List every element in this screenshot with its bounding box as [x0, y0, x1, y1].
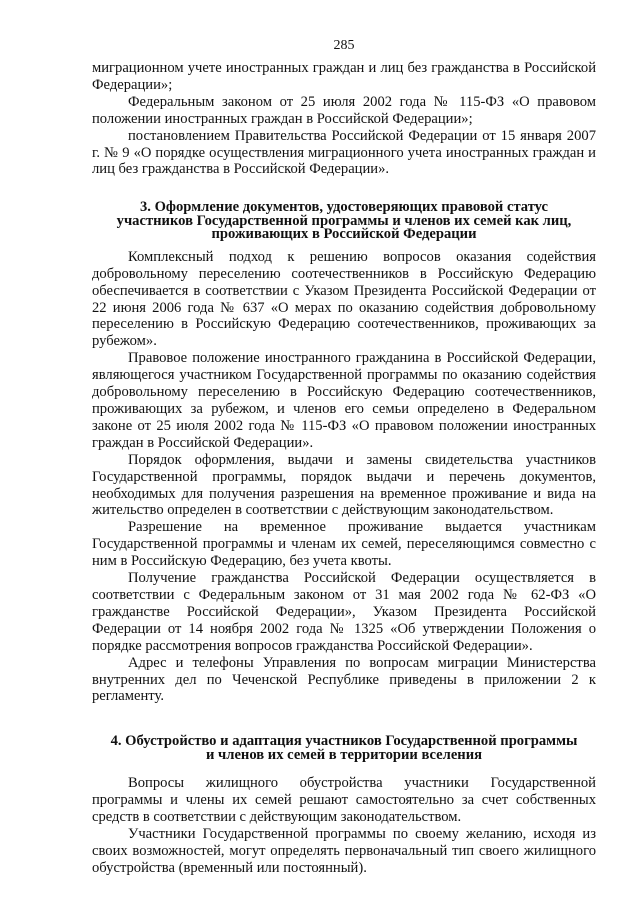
- heading-line: и членов их семей в территории вселения: [205, 746, 483, 763]
- paragraph: Участники Государственной программы по своему желанию, исходя из своих возможностей, могут определять первоначальный тип своего жилищного обустройства (временный или постоянный).: [92, 826, 596, 876]
- paragraph: миграционном учете иностранных граждан и лиц без гражданства в Российской Федерации»;: [92, 60, 596, 93]
- heading-line: 3. Оформление документов, удостоверяющих правовой статус: [139, 199, 549, 216]
- paragraph: Получение гражданства Российской Федерации осуществляется в соответствии с Федеральным законом от 31 мая 2002 года № 62-ФЗ «О гражданстве Российской Федерации», Указом Президента Российской Федерации от 14 ноября 2002 года № 1325 «Об утверждении Положения о порядке рассмотрения вопросов гражданства Российской Федерации».: [92, 570, 596, 654]
- section-4-heading: [92, 735, 596, 762]
- paragraph: Разрешение на временное проживание выдается участникам Государственной программы и членам их семей, переселяющимся совместно с ним в Российскую Федерацию, без учета квоты.: [92, 519, 596, 570]
- heading-line: проживающих в Российской Федерации: [211, 226, 477, 243]
- paragraph: постановлением Правительства Российской Федерации от 15 января 2007 г. № 9 «О порядке осуществления миграционного учета иностранных граждан и лиц без гражданства в Российской Федерации».: [92, 127, 596, 178]
- paragraph: Порядок оформления, выдачи и замены свидетельства участников Государственной программы, порядок выдачи и перечень документов, необходимых для получения разрешения на временное проживание и вида на жительство определен в соответствии с действующим законодательством.: [92, 451, 596, 519]
- heading-line: участников Государственной программы и членов их семей как лиц,: [116, 212, 572, 229]
- heading-line: 4. Обустройство и адаптация участников Государственной программы: [110, 733, 578, 750]
- paragraph: Федеральным законом от 25 июля 2002 года № 115-ФЗ «О правовом положении иностранных граждан в Российской Федерации»;: [92, 93, 596, 127]
- page-content: [92, 60, 596, 877]
- paragraph: Вопросы жилищного обустройства участники Государственной программы и члены их семей решают самостоятельно за счет собственных средств в соответствии с действующим законодательством.: [92, 775, 596, 826]
- section-3-heading: [92, 201, 596, 242]
- paragraph: Правовое положение иностранного гражданина в Российской Федерации, являющегося участником Государственной программы по оказанию содействия добровольному переселению в Российскую Федерацию соотечественников, проживающих за рубежом, и членов его семьи определено в Федеральном законе от 25 июля 2002 года № 115-ФЗ «О правовом положении иностранных граждан в Российской Федерации».: [92, 350, 596, 451]
- paragraph: Комплексный подход к решению вопросов оказания содействия добровольному переселению соотечественников в Российскую Федерацию обеспечивается в соответствии с Указом Президента Российской Федерации от 22 июня 2006 года № 637 «О мерах по оказанию содействия добровольному переселению в Российскую Федерацию соотечественников, проживающих за рубежом».: [92, 248, 596, 350]
- page-number: 285: [333, 38, 355, 53]
- paragraph: Адрес и телефоны Управления по вопросам миграции Министерства внутренних дел по Чеченской Республике приведены в приложении 2 к регламенту.: [92, 654, 596, 705]
